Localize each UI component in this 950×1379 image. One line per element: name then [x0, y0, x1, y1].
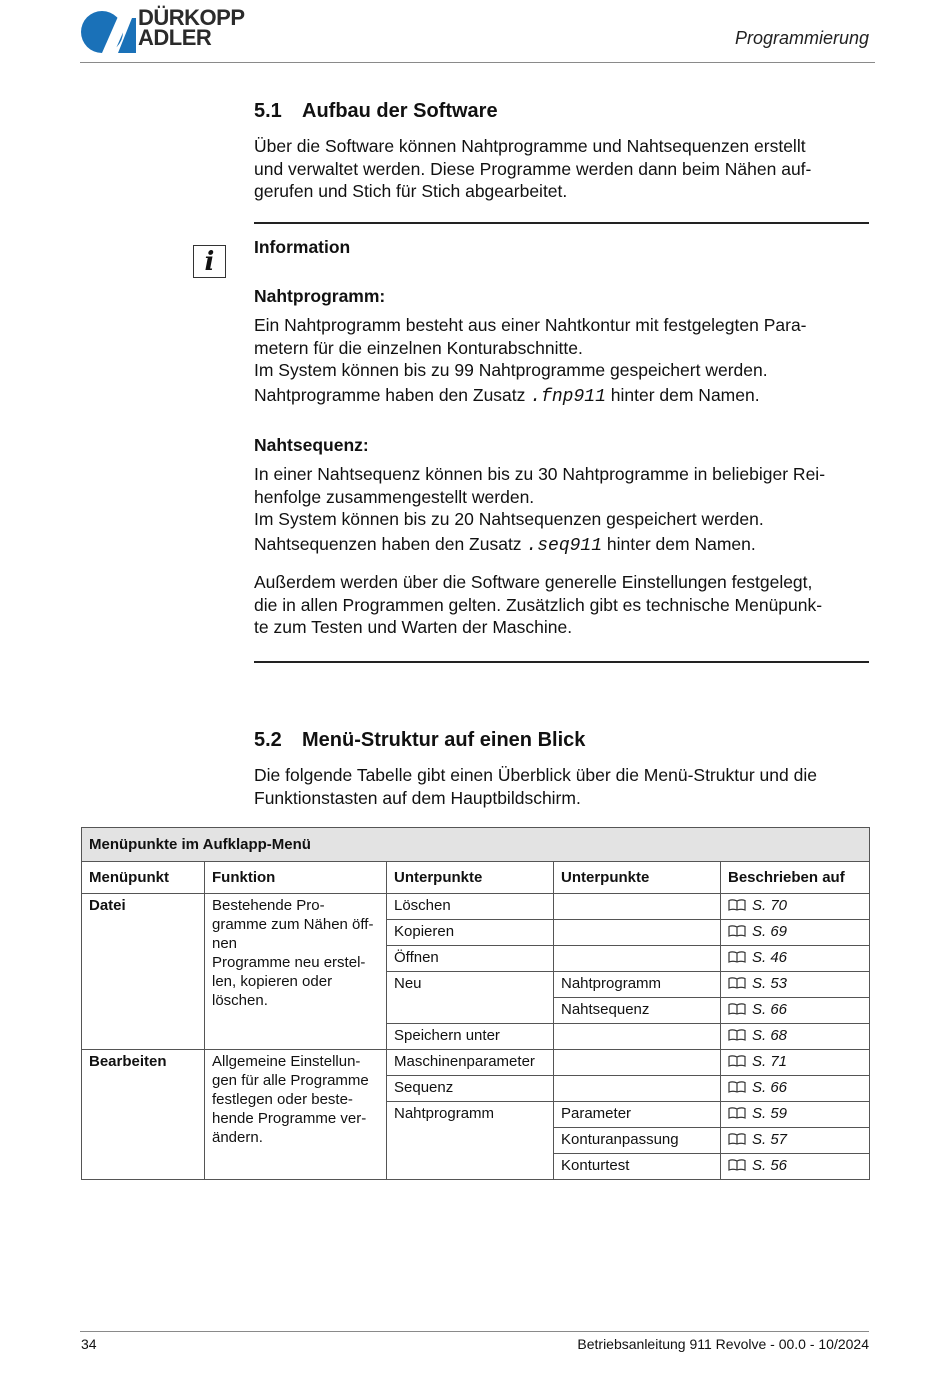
- reference-cell[interactable]: [721, 1076, 870, 1102]
- table-header-row: [82, 862, 870, 894]
- text-line: gramme zum Nähen öff-: [212, 916, 374, 933]
- section-number: 5.2: [254, 729, 282, 751]
- page-reference: S. 53: [752, 975, 788, 992]
- text-fragment: hinter dem Namen.: [602, 533, 756, 554]
- page-reference: S. 68: [752, 1027, 788, 1044]
- text-line: Außerdem werden über die Software generelle Einstellungen festgelegt,: [254, 572, 813, 592]
- subitem-cell: Öffnen: [387, 946, 554, 972]
- page-reference: S. 70: [752, 897, 788, 914]
- text-line: Funktionstasten auf dem Hauptbildschirm.: [254, 787, 581, 808]
- info-box-top-rule: [254, 222, 869, 224]
- section-5-2-heading: [254, 729, 585, 752]
- book-icon: [728, 1055, 746, 1067]
- nahtsequenz-heading: Nahtsequenz:: [254, 435, 369, 455]
- page-reference: S. 71: [752, 1053, 788, 1070]
- reference-cell[interactable]: [721, 946, 870, 972]
- page-reference: S. 56: [752, 1157, 788, 1174]
- subitem-cell: [554, 894, 721, 920]
- column-header: Funktion: [205, 862, 387, 894]
- subitem-cell: Konturtest: [554, 1154, 721, 1180]
- text-line: festlegen oder beste-: [212, 1091, 353, 1108]
- subitem-cell: [554, 1050, 721, 1076]
- book-icon: [728, 1003, 746, 1015]
- text-line: die in allen Programmen gelten. Zusätzlich gibt es technische Menüpunk-: [254, 594, 823, 615]
- text-line: metern für die einzelnen Konturabschnitte.: [254, 337, 583, 358]
- function-cell-bearbeiten: [205, 1050, 387, 1180]
- text-fragment: Nahtprogramme haben den Zusatz: [254, 384, 531, 405]
- text-line: In einer Nahtsequenz können bis zu 30 Nahtprogramme in beliebiger Rei-: [254, 464, 826, 484]
- logo-line-1: DÜRKOPP: [138, 5, 245, 30]
- page-reference: S. 66: [752, 1079, 788, 1096]
- table-row: [82, 1050, 870, 1076]
- subitem-cell: Parameter: [554, 1102, 721, 1128]
- section-5-1-intro: [254, 135, 869, 203]
- section-title: Aufbau der Software: [302, 100, 498, 122]
- table-row: [82, 894, 870, 920]
- subitem-cell: Nahtsequenz: [554, 998, 721, 1024]
- book-icon: [728, 977, 746, 989]
- column-header: Unterpunkte: [387, 862, 554, 894]
- text-fragment: hinter dem Namen.: [605, 384, 760, 405]
- book-icon: [728, 1029, 746, 1041]
- subitem-cell: [554, 1076, 721, 1102]
- text-line: Bestehende Pro-: [212, 897, 325, 914]
- text-line: te zum Testen und Warten der Maschine.: [254, 617, 573, 637]
- subitem-cell: Nahtprogramm: [554, 972, 721, 998]
- text-line: [254, 533, 869, 558]
- subitem-cell: Löschen: [387, 894, 554, 920]
- text-line: ändern.: [212, 1129, 263, 1146]
- info-heading: Information: [254, 237, 351, 257]
- column-header: Beschrieben auf: [721, 862, 870, 894]
- file-extension-code: .seq911: [526, 535, 603, 556]
- subitem-cell: Konturanpassung: [554, 1128, 721, 1154]
- text-line: len, kopieren oder: [212, 973, 333, 990]
- header-section-title: Programmierung: [734, 28, 869, 48]
- book-icon: [728, 1107, 746, 1119]
- page-number: 34: [81, 1336, 97, 1352]
- book-icon: [728, 1133, 746, 1145]
- text-line: hende Programme ver-: [212, 1110, 367, 1127]
- table-title: Menüpunkte im Aufklapp-Menü: [82, 828, 870, 862]
- section-number: 5.1: [254, 100, 282, 122]
- subitem-cell: [554, 920, 721, 946]
- text-line: Die folgende Tabelle gibt einen Überblick über die Menü-Struktur und die: [254, 765, 817, 785]
- text-line: Allgemeine Einstellun-: [212, 1053, 361, 1070]
- text-line: Ein Nahtprogramm besteht aus einer Nahtkontur mit festgelegten Para-: [254, 315, 807, 335]
- file-extension-code: .fnp911: [530, 386, 606, 407]
- logo-line-2: ADLER: [138, 25, 212, 50]
- text-line: gen für alle Programme: [212, 1072, 369, 1089]
- info-icon: i: [193, 245, 226, 278]
- subitem-cell: [554, 946, 721, 972]
- book-icon: [728, 1159, 746, 1171]
- reference-cell[interactable]: [721, 1024, 870, 1050]
- nahtprogramm-text: [254, 314, 869, 408]
- reference-cell[interactable]: [721, 1050, 870, 1076]
- logo-mark-icon: [80, 10, 136, 54]
- reference-cell[interactable]: [721, 1128, 870, 1154]
- subitem-cell: Speichern unter: [387, 1024, 554, 1050]
- page-reference: S. 69: [752, 923, 788, 940]
- menu-structure-table: [81, 827, 870, 1180]
- text-line: Programme neu erstel-: [212, 954, 366, 971]
- text-line: und verwaltet werden. Diese Programme werden dann beim Nähen auf-: [254, 158, 812, 179]
- menu-item-bearbeiten: Bearbeiten: [82, 1050, 205, 1180]
- general-settings-text: [254, 571, 869, 639]
- book-icon: [728, 899, 746, 911]
- reference-cell[interactable]: [721, 1102, 870, 1128]
- text-line: gerufen und Stich für Stich abgearbeitet.: [254, 181, 568, 201]
- subitem-cell: [554, 1024, 721, 1050]
- section-5-1-heading: [254, 100, 498, 123]
- function-cell-datei: [205, 894, 387, 1050]
- info-box-bottom-rule: [254, 661, 869, 663]
- page-reference: S. 57: [752, 1131, 788, 1148]
- subitem-cell: Maschinenparameter: [387, 1050, 554, 1076]
- reference-cell[interactable]: [721, 894, 870, 920]
- subitem-cell: Nahtprogramm: [387, 1102, 554, 1180]
- table-title-row: [82, 828, 870, 862]
- reference-cell[interactable]: [721, 972, 870, 998]
- page-reference: S. 59: [752, 1105, 788, 1122]
- nahtprogramm-heading: Nahtprogramm:: [254, 286, 386, 306]
- book-icon: [728, 1081, 746, 1093]
- subitem-cell: Kopieren: [387, 920, 554, 946]
- text-line: Im System können bis zu 20 Nahtsequenzen gespeichert werden.: [254, 509, 764, 529]
- subitem-cell: Neu: [387, 972, 554, 1024]
- menu-item-datei: Datei: [82, 894, 205, 1050]
- text-line: nen: [212, 935, 238, 952]
- page-reference: S. 66: [752, 1001, 788, 1018]
- column-header: Unterpunkte: [554, 862, 721, 894]
- book-icon: [728, 951, 746, 963]
- reference-cell[interactable]: [721, 920, 870, 946]
- company-logo: [80, 5, 270, 56]
- footer-divider: [80, 1331, 869, 1332]
- text-fragment: Nahtsequenzen haben den Zusatz: [254, 533, 527, 554]
- document-reference: Betriebsanleitung 911 Revolve - 00.0 - 10/2024: [577, 1336, 869, 1352]
- text-line: löschen.: [212, 992, 268, 1009]
- text-line: Über die Software können Nahtprogramme und Nahtsequenzen erstellt: [254, 136, 806, 156]
- section-title: Menü-Struktur auf einen Blick: [302, 729, 586, 751]
- logo-text: [138, 5, 245, 50]
- nahtsequenz-text: [254, 463, 869, 557]
- header-divider: [80, 62, 875, 63]
- book-icon: [728, 925, 746, 937]
- page-reference: S. 46: [752, 949, 788, 966]
- section-5-2-intro: [254, 764, 869, 809]
- reference-cell[interactable]: [721, 998, 870, 1024]
- text-line: henfolge zusammengestellt werden.: [254, 486, 535, 507]
- reference-cell[interactable]: [721, 1154, 870, 1180]
- text-line: [254, 384, 869, 409]
- subitem-cell: Sequenz: [387, 1076, 554, 1102]
- text-line: Im System können bis zu 99 Nahtprogramme gespeichert werden.: [254, 360, 768, 380]
- column-header: Menüpunkt: [82, 862, 205, 894]
